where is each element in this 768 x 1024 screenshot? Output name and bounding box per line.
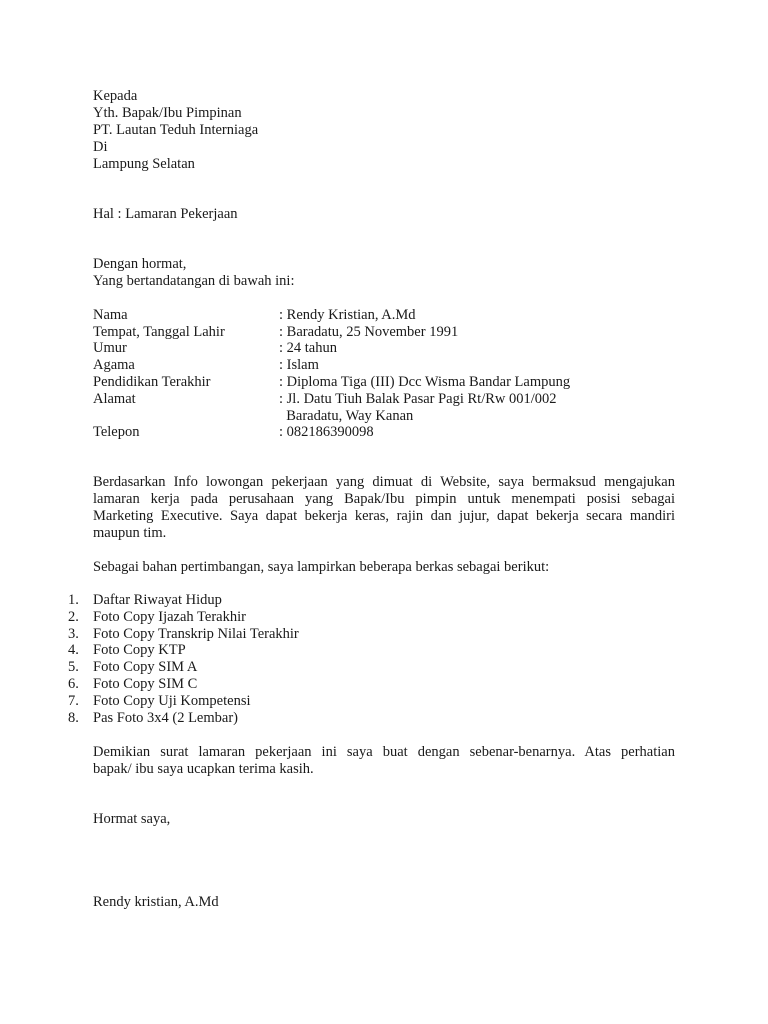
list-item: Foto Copy KTP [93, 642, 186, 658]
field-label-telepon: Telepon [93, 424, 140, 440]
body-line: lamaran kerja pada perusahaan yang Bapak/Ibu pimpin untuk menempati posisi sebagai [93, 491, 675, 507]
body-paragraph [93, 474, 675, 542]
body-line: Marketing Executive. Saya dapat bekerja keras, rajin dan jujur, dapat bekerja secara mandiri [93, 508, 675, 524]
list-item: Daftar Riwayat Hidup [93, 592, 222, 608]
field-value-ttl: : Baradatu, 25 November 1991 [279, 324, 459, 340]
field-label-ttl: Tempat, Tanggal Lahir [93, 324, 225, 340]
list-item: Pas Foto 3x4 (2 Lembar) [93, 710, 238, 726]
list-number: 8. [68, 710, 79, 726]
field-value-pendidikan: : Diploma Tiga (III) Dcc Wisma Bandar Lampung [279, 374, 571, 390]
closing-line: bapak/ ibu saya ucapkan terima kasih. [93, 761, 314, 777]
recipient-line-2: Yth. Bapak/Ibu Pimpinan [93, 105, 242, 121]
field-value-alamat-2: Baradatu, Way Kanan [279, 408, 414, 424]
list-item: Foto Copy Ijazah Terakhir [93, 609, 246, 625]
body-line: Berdasarkan Info lowongan pekerjaan yang dimuat di Website, saya bermaksud mengajukan [93, 474, 675, 490]
list-number: 5. [68, 659, 79, 675]
list-number: 3. [68, 626, 79, 642]
intro-line: Yang bertandatangan di bawah ini: [93, 273, 295, 289]
attachments-intro: Sebagai bahan pertimbangan, saya lampirkan beberapa berkas sebagai berikut: [93, 559, 550, 575]
recipient-line-4: Di [93, 139, 108, 155]
closing-paragraph [93, 744, 675, 778]
recipient-company: PT. Lautan Teduh Interniaga [93, 122, 259, 138]
field-value-alamat: : Jl. Datu Tiuh Balak Pasar Pagi Rt/Rw 001/002 [279, 391, 557, 407]
field-label-agama: Agama [93, 357, 135, 373]
list-number: 6. [68, 676, 79, 692]
field-label-alamat: Alamat [93, 391, 136, 407]
list-number: 2. [68, 609, 79, 625]
list-number: 7. [68, 693, 79, 709]
body-line: maupun tim. [93, 525, 167, 541]
field-value-umur: : 24 tahun [279, 340, 337, 356]
field-label-umur: Umur [93, 340, 127, 356]
recipient-line-1: Kepada [93, 88, 138, 104]
field-label-nama: Nama [93, 307, 128, 323]
list-item: Foto Copy Transkrip Nilai Terakhir [93, 626, 299, 642]
field-value-agama: : Islam [279, 357, 319, 373]
closing-line: Demikian surat lamaran pekerjaan ini saya buat dengan sebenar-benarnya. Atas perhatian [93, 744, 675, 760]
subject-line: Hal : Lamaran Pekerjaan [93, 206, 238, 222]
list-item: Foto Copy SIM C [93, 676, 198, 692]
list-number: 1. [68, 592, 79, 608]
field-value-nama: : Rendy Kristian, A.Md [279, 307, 416, 323]
signature-name: Rendy kristian, A.Md [93, 894, 219, 910]
list-item: Foto Copy SIM A [93, 659, 198, 675]
list-number: 4. [68, 642, 79, 658]
sign-off: Hormat saya, [93, 811, 171, 827]
list-item: Foto Copy Uji Kompetensi [93, 693, 251, 709]
greeting: Dengan hormat, [93, 256, 187, 272]
field-value-telepon: : 082186390098 [279, 424, 374, 440]
field-label-pendidikan: Pendidikan Terakhir [93, 374, 211, 390]
recipient-location: Lampung Selatan [93, 156, 195, 172]
